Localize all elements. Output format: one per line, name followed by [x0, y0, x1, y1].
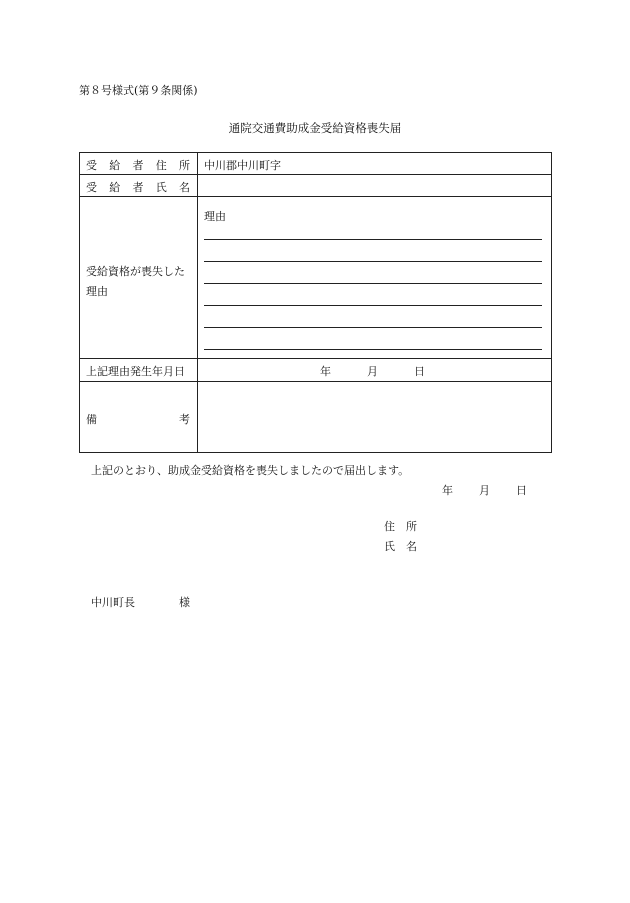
reason-line — [204, 283, 542, 284]
reason-line — [204, 349, 542, 350]
reason-line — [204, 239, 542, 240]
remarks-value[interactable] — [204, 389, 544, 449]
applicant-address-label: 住 所 — [384, 520, 417, 533]
form-number: 第８号様式(第９条関係) — [79, 84, 198, 97]
reason-prefix: 理由 — [204, 210, 226, 223]
reason-line — [204, 327, 542, 328]
form-table — [79, 152, 552, 453]
remarks-label: 備 考 — [86, 413, 190, 426]
address-value[interactable]: 中川郡中川町字 — [204, 159, 281, 172]
reason-label: 受給資格が喪失した 理由 — [86, 265, 185, 298]
reason-line — [204, 261, 542, 262]
reason-line — [204, 305, 542, 306]
date-value[interactable]: 年 月 日 — [320, 365, 425, 378]
submission-date[interactable]: 年 月 日 — [442, 484, 527, 497]
table-divider — [197, 153, 198, 452]
document-title: 通院交通費助成金受給資格喪失届 — [228, 121, 402, 135]
addressee: 中川町長 様 — [91, 596, 190, 609]
name-label: 受 給 者 氏 名 — [86, 181, 190, 194]
address-label: 受 給 者 住 所 — [86, 159, 190, 172]
applicant-name-label: 氏 名 — [384, 540, 417, 553]
declaration-statement: 上記のとおり、助成金受給資格を喪失しましたので届出します。 — [91, 464, 410, 477]
name-value[interactable] — [204, 179, 544, 195]
date-label: 上記理由発生年月日 — [86, 365, 185, 378]
